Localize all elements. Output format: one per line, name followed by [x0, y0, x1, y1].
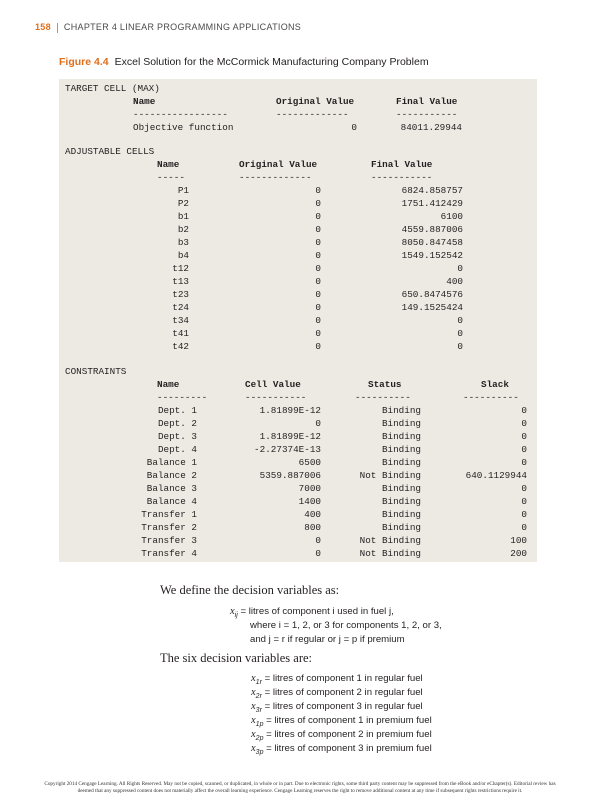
con-cell-value: 6500: [298, 457, 321, 468]
con-cell-status: Binding: [381, 444, 421, 455]
adj-cell-name: t42: [172, 341, 189, 352]
adj-cell-original: 0: [315, 198, 321, 209]
target-dash-final: -----------: [396, 109, 458, 120]
con-cell-slack: 0: [521, 522, 527, 533]
con-cell-slack: 0: [521, 509, 527, 520]
adj-cell-name: P1: [177, 185, 189, 196]
variable-subscript: 2r: [255, 692, 262, 700]
con-cell-value: 400: [304, 509, 321, 520]
con-cell-slack: 0: [521, 431, 527, 442]
adj-dash-name: -----: [157, 172, 185, 183]
variable-description: = litres of component 3 in premium fuel: [263, 743, 432, 754]
figure-caption: [59, 56, 429, 68]
decision-variable-line: [251, 687, 423, 700]
variable-symbol: x: [251, 673, 256, 684]
con-col-name: Name: [157, 379, 180, 390]
adjustable-heading: ADJUSTABLE CELLS: [65, 146, 155, 157]
con-cell-name: Dept. 2: [157, 418, 197, 429]
con-cell-name: Balance 3: [146, 483, 197, 494]
variable-description: = litres of component 3 in regular fuel: [261, 701, 423, 712]
con-cell-slack: 100: [510, 535, 527, 546]
adj-cell-original: 0: [315, 237, 321, 248]
variable-subscript: 3r: [255, 706, 262, 714]
con-cell-value: 0: [315, 418, 321, 429]
adj-cell-final: 149.1525424: [401, 302, 463, 313]
con-cell-value: 7000: [298, 483, 321, 494]
copyright-footer: [32, 781, 568, 795]
header-divider: [57, 23, 58, 33]
con-cell-slack: 0: [521, 418, 527, 429]
adj-dash-original: -------------: [239, 172, 312, 183]
con-cell-slack: 0: [521, 457, 527, 468]
adj-cell-original: 0: [315, 276, 321, 287]
target-col-name: Name: [133, 96, 156, 107]
solver-report-panel: [59, 79, 537, 562]
adj-cell-final: 8050.847458: [401, 237, 463, 248]
definition-line: [250, 620, 442, 631]
con-dash-slack: ----------: [463, 392, 519, 403]
adj-cell-original: 0: [315, 315, 321, 326]
adj-cell-name: b4: [177, 250, 189, 261]
adj-col-final: Final Value: [371, 159, 433, 170]
con-cell-value: 800: [304, 522, 321, 533]
page-number: 158: [35, 22, 51, 32]
variable-description: = litres of component 1 in premium fuel: [263, 715, 432, 726]
adj-cell-name: P2: [177, 198, 189, 209]
con-cell-name: Balance 2: [146, 470, 197, 481]
variable-description: and j = r if regular or j = p if premium: [250, 634, 405, 645]
con-dash-name: ---------: [157, 392, 208, 403]
adj-cell-final: 6824.858757: [401, 185, 463, 196]
variable-subscript: 1p: [255, 720, 264, 728]
con-cell-slack: 640.1129944: [465, 470, 527, 481]
figure-title: Excel Solution for the McCormick Manufacturing Company Problem: [114, 56, 429, 68]
adj-cell-original: 0: [315, 224, 321, 235]
con-cell-name: Balance 4: [146, 496, 197, 507]
six-heading: The six decision variables are:: [160, 651, 313, 665]
adj-cell-final: 400: [446, 276, 463, 287]
variable-symbol: x: [251, 715, 256, 726]
con-cell-status: Binding: [381, 457, 421, 468]
adj-cell-name: b2: [177, 224, 189, 235]
target-cell-heading: TARGET CELL (MAX): [65, 83, 160, 94]
adj-col-original: Original Value: [239, 159, 318, 170]
adj-cell-name: b1: [177, 211, 189, 222]
con-cell-slack: 0: [521, 405, 527, 416]
adj-cell-name: t12: [172, 263, 189, 274]
target-dash-original: -------------: [276, 109, 349, 120]
variable-description: where i = 1, 2, or 3 for components 1, 2, or 3,: [250, 620, 442, 631]
figure-number: Figure 4.4: [59, 56, 109, 68]
adj-cell-final: 1751.412429: [401, 198, 463, 209]
definition-line: [250, 634, 405, 645]
variable-description: = litres of component 2 in regular fuel: [261, 687, 423, 698]
con-dash-status: ----------: [355, 392, 411, 403]
copyright-line-1: Copyright 2014 Cengage Learning. All Rights Reserved. May not be copied, scanned, or duplicated, in whole or in part. Due to electronic rights, some third party content may be suppressed from the eBook and/or eChapter(s). Editorial review has: [44, 781, 556, 787]
con-cell-status: Binding: [381, 431, 421, 442]
adj-cell-name: t13: [172, 276, 189, 287]
adj-cell-final: 0: [457, 328, 463, 339]
decision-variable-line: [251, 743, 432, 756]
con-col-status: Status: [368, 379, 402, 390]
adj-cell-original: 0: [315, 250, 321, 261]
adj-cell-final: 4559.887006: [401, 224, 463, 235]
con-cell-name: Dept. 3: [157, 431, 197, 442]
con-cell-name: Dept. 4: [157, 444, 197, 455]
variable-symbol: x: [251, 743, 256, 754]
page-header: [35, 22, 301, 33]
adj-cell-final: 0: [457, 315, 463, 326]
adj-cell-original: 0: [315, 328, 321, 339]
target-row-name: Objective function: [133, 122, 234, 133]
adj-cell-name: b3: [177, 237, 189, 248]
variable-subscript: 2p: [255, 734, 264, 742]
constraints-heading: CONSTRAINTS: [65, 366, 127, 377]
target-col-final: Final Value: [396, 96, 458, 107]
con-cell-value: -2.27374E-13: [254, 444, 321, 455]
decision-variable-line: [251, 715, 432, 728]
adj-cell-final: 0: [457, 263, 463, 274]
con-cell-slack: 0: [521, 483, 527, 494]
con-cell-status: Binding: [381, 483, 421, 494]
adj-cell-name: t23: [172, 289, 189, 300]
adj-cell-original: 0: [315, 211, 321, 222]
adj-cell-final: 6100: [440, 211, 463, 222]
con-cell-status: Not Binding: [359, 535, 421, 546]
decision-variable-line: [251, 673, 423, 686]
adj-cell-original: 0: [315, 289, 321, 300]
copyright-line-2: deemed that any suppressed content does not materially affect the overall learning experience. Cengage Learning reserves the right to remove additional content at any time if subsequent rights restrictions require it.: [77, 788, 523, 794]
variable-symbol: x: [230, 606, 235, 617]
con-cell-value: 1400: [298, 496, 321, 507]
con-cell-slack: 0: [521, 496, 527, 507]
adj-cell-final: 1549.152542: [401, 250, 463, 261]
con-cell-status: Binding: [381, 496, 421, 507]
con-cell-status: Binding: [381, 418, 421, 429]
con-cell-name: Balance 1: [146, 457, 197, 468]
variable-symbol: x: [251, 687, 256, 698]
definition-line: [230, 606, 394, 619]
adj-cell-original: 0: [315, 263, 321, 274]
con-cell-name: Transfer 3: [141, 535, 197, 546]
con-cell-value: 0: [315, 548, 321, 559]
target-row-original: 0: [351, 122, 357, 133]
target-col-original: Original Value: [276, 96, 355, 107]
con-cell-value: 0: [315, 535, 321, 546]
adj-cell-name: t34: [172, 315, 189, 326]
con-cell-status: Not Binding: [359, 548, 421, 559]
variable-symbol: x: [251, 701, 256, 712]
con-cell-slack: 200: [510, 548, 527, 559]
adj-cell-final: 0: [457, 341, 463, 352]
variable-description: = litres of component 1 in regular fuel: [261, 673, 423, 684]
decision-variable-line: [251, 729, 432, 742]
con-cell-status: Binding: [381, 522, 421, 533]
variable-subscript: 1r: [255, 678, 262, 686]
adj-cell-final: 650.8474576: [401, 289, 463, 300]
variable-subscript: ij: [234, 611, 238, 619]
target-row-final: 84011.29944: [400, 122, 462, 133]
con-cell-status: Binding: [381, 405, 421, 416]
adj-dash-final: -----------: [371, 172, 433, 183]
variable-subscript: 3p: [255, 748, 264, 756]
define-heading: We define the decision variables as:: [160, 583, 340, 597]
variable-description: = litres of component 2 in premium fuel: [263, 729, 432, 740]
adj-cell-name: t41: [172, 328, 189, 339]
decision-variable-line: [251, 701, 423, 714]
con-cell-status: Not Binding: [359, 470, 421, 481]
con-cell-status: Binding: [381, 509, 421, 520]
con-cell-value: 1.81899E-12: [259, 431, 321, 442]
con-cell-name: Transfer 1: [141, 509, 197, 520]
variable-description: = litres of component i used in fuel j,: [237, 606, 394, 617]
adj-cell-original: 0: [315, 185, 321, 196]
adj-cell-original: 0: [315, 341, 321, 352]
con-cell-name: Dept. 1: [157, 405, 197, 416]
con-cell-value: 5359.887006: [259, 470, 321, 481]
con-cell-name: Transfer 4: [141, 548, 197, 559]
adj-cell-name: t24: [172, 302, 189, 313]
con-cell-slack: 0: [521, 444, 527, 455]
adj-cell-original: 0: [315, 302, 321, 313]
target-dash-name: -----------------: [133, 109, 228, 120]
variable-symbol: x: [251, 729, 256, 740]
adj-col-name: Name: [157, 159, 180, 170]
con-cell-name: Transfer 2: [141, 522, 197, 533]
con-cell-value: 1.81899E-12: [259, 405, 321, 416]
con-dash-value: -----------: [245, 392, 307, 403]
con-col-slack: Slack: [481, 379, 509, 390]
chapter-title: CHAPTER 4 LINEAR PROGRAMMING APPLICATIONS: [63, 22, 302, 32]
con-col-value: Cell Value: [245, 379, 301, 390]
